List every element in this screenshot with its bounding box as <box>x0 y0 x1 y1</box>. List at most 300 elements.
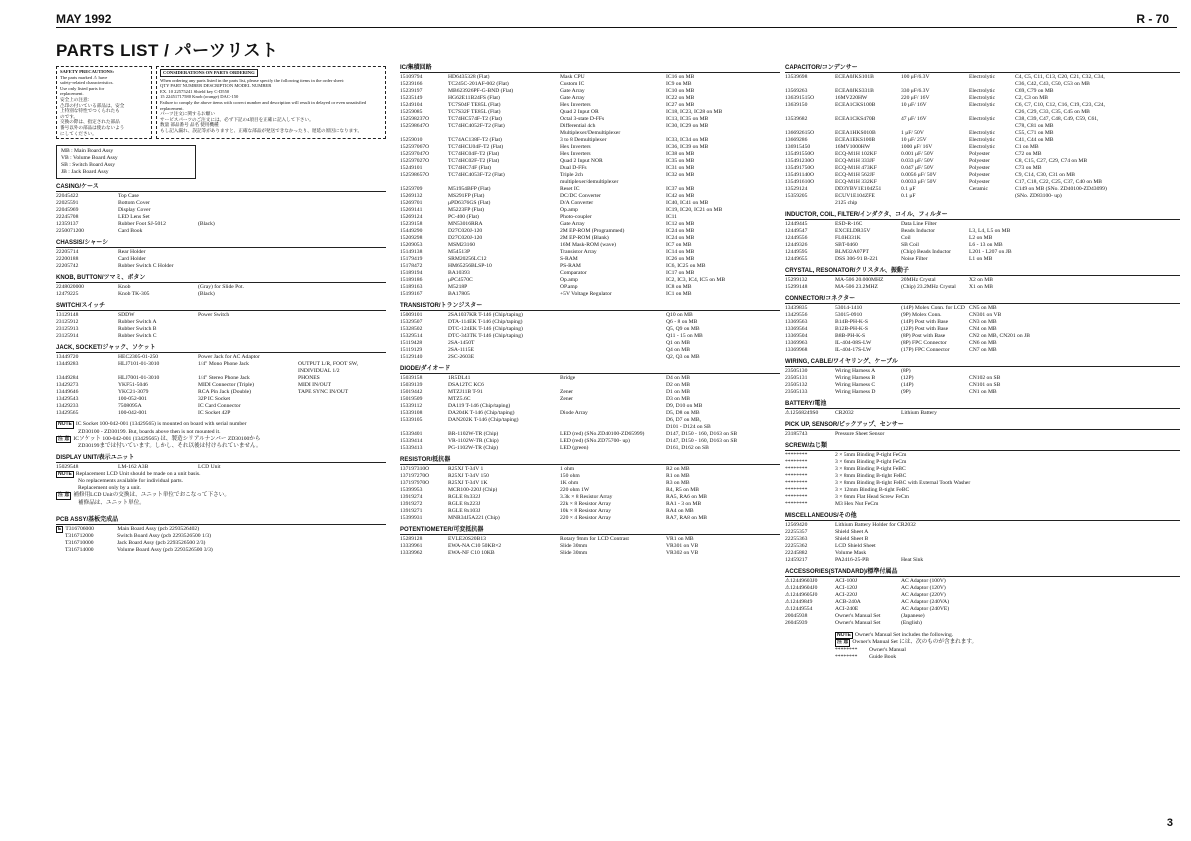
section-heading: DISPLAY UNIT/表示ユニット <box>56 455 386 463</box>
table-cell: 13429556 <box>785 312 808 318</box>
table-row <box>56 354 386 361</box>
table-cell: IC9 on MB <box>666 81 692 87</box>
table-cell: TC74HC74F (Flat) <box>448 165 492 171</box>
table-cell <box>198 207 298 214</box>
table-cell <box>969 599 1015 606</box>
table-cell: 100-052-001 <box>118 396 147 403</box>
table-cell: Wiring Harness A <box>835 368 876 374</box>
table-row <box>785 473 1180 480</box>
table-cell <box>785 109 835 116</box>
table-cell: 15259010 <box>400 137 423 143</box>
table-cell: Display Cover <box>118 207 151 214</box>
table-cell: Owner's Manual Set <box>835 620 881 626</box>
table-cell: L1 on MB <box>969 256 993 262</box>
table-cell: 15329507 <box>400 319 423 325</box>
table-cell: IC32 on MB <box>666 172 695 178</box>
table-cell <box>198 193 298 200</box>
table-cell: MNR34J5A221 (Chip) <box>448 515 500 521</box>
note-line: ZD30100 - ZD30199. But, boards above then is not mounted it. <box>78 428 221 435</box>
table-cell: 22045969 <box>56 207 79 214</box>
safety-line: ⚠印の付いている部品は、安全 <box>60 102 125 108</box>
table-cell: 15339414 <box>400 438 423 444</box>
table-cell: 13439835 <box>785 305 808 311</box>
table-cell: 3 × 8mm Binding B-tight FeBC with External Tooth Washer <box>835 480 971 486</box>
table-cell: AC Adaptor (240VA) <box>901 599 950 605</box>
table-cell: S-RAM <box>560 256 578 262</box>
table-cell: DAN202K T-146 (Chip/taping) <box>448 417 519 423</box>
table-cell: T316714000 <box>65 546 94 553</box>
table-cell <box>969 620 1015 627</box>
table-row <box>400 347 780 354</box>
table-row <box>785 494 1180 501</box>
table-cell: μPC4570C <box>448 277 473 283</box>
table-cell: BA10393 <box>448 270 470 276</box>
table-cell: IC2, IC3, IC4, IC5 on MB <box>666 277 726 283</box>
table-cell: CN4 on MB <box>969 326 997 332</box>
table-cell: ECEA1EKS100B <box>835 137 876 143</box>
table-cell <box>969 109 1015 116</box>
table-cell: Polyester <box>969 179 990 185</box>
table-cell <box>901 81 969 88</box>
column-middle <box>400 60 780 557</box>
table-cell <box>560 424 666 431</box>
table-cell <box>969 578 1015 585</box>
ordering-line: EX. 10 22575241 Shield key C-D550 <box>160 88 230 94</box>
table-cell: CN1 on MB <box>969 389 997 395</box>
table-cell: TC74HC04F-T2 (Flat) <box>448 151 500 157</box>
table-cell: 15209298 <box>400 235 423 241</box>
table-cell: IC22 on MB <box>666 95 695 101</box>
table-cell: PS-RAM <box>560 263 581 269</box>
table-row <box>56 249 386 256</box>
table-cell <box>901 501 969 508</box>
table-cell: 136915450 <box>785 144 811 150</box>
table-cell: BA17805 <box>448 291 470 297</box>
table-cell: Volume Board Assy (pcb 2293526500 3/3) <box>117 546 213 553</box>
table-cell: 13449284 <box>56 375 79 382</box>
table-cell: ******** <box>785 473 808 479</box>
table-cell: Electrolytic <box>969 130 996 136</box>
section-heading: ACCESSORIES(STANDARD)/標準付属品 <box>785 569 1180 577</box>
table-cell: 15239166 <box>400 81 423 87</box>
table-cell: (14P) <box>901 382 914 388</box>
note-text: IC Socket 100-042-001 (13429565) is mounted on board with serial number <box>75 421 247 428</box>
table-cell: 12459217 <box>785 557 808 563</box>
table-cell: 2SA-1450T <box>448 340 475 346</box>
table-cell: ******** <box>785 466 808 472</box>
header-model-code: R - 70 <box>1136 12 1169 26</box>
table-cell: Owner's Manual <box>869 646 906 653</box>
table-cell <box>198 256 298 263</box>
safety-precautions-box <box>56 66 152 139</box>
table-cell: CN102 on SB <box>969 375 1001 381</box>
table-cell: Q4 on MB <box>666 347 690 353</box>
table-cell: 15289128 <box>400 536 423 542</box>
table-cell: AC Adaptor (100V) <box>901 578 946 584</box>
table-cell: D147, D150 - 160, D163 on SB <box>666 431 738 437</box>
table-cell: 13529124 <box>785 186 808 192</box>
table-cell: 3.3k × 8 Resistor Array <box>560 494 613 500</box>
table-row <box>785 242 1180 249</box>
table-cell <box>298 354 386 361</box>
table-cell: 2M EP-ROM (Programmed) <box>560 228 625 234</box>
section-heading: CAPACITOR/コンデンサー <box>785 65 1180 73</box>
table-cell: 13539698 <box>785 74 808 80</box>
table-cell: PA2416-25-PB <box>835 557 869 563</box>
table-cell: 15029548 <box>56 463 79 470</box>
table-cell: ⚠12449849 <box>785 599 813 605</box>
table-row <box>56 547 386 554</box>
table-cell: 15299132 <box>785 277 808 283</box>
table-cell: 15239197 <box>400 88 423 94</box>
table-row <box>56 396 386 403</box>
table-cell: 12479225 <box>56 291 79 298</box>
table-cell: INDIVIDUAL 1/2 <box>298 368 340 375</box>
table-row <box>785 256 1180 263</box>
table-cell: OUTPUT L/R, FOOT SW, <box>298 361 359 368</box>
table-row <box>56 221 386 228</box>
section-heading: CRYSTAL, RESONATOR/クリスタル、振動子 <box>785 268 1180 276</box>
note-tag-jp: 注 意 <box>58 435 70 442</box>
table-cell: 7508095A <box>118 403 142 410</box>
table-cell: 0.001 μF/ 50V <box>901 151 934 157</box>
table-row <box>56 214 386 221</box>
table-cell: 15399953 <box>400 487 423 493</box>
table-cell: MA-506 23.2MHZ <box>835 284 878 290</box>
table-cell: Reset IC <box>560 186 580 192</box>
table-row <box>400 438 780 445</box>
table-cell: Electrolytic <box>969 102 996 108</box>
table-cell: Knob TK-305 <box>118 291 150 298</box>
note-text: Owner's Manual Set includes the following. <box>854 632 954 638</box>
table-cell: C149 on MB (SNo. ZD40100-ZD43099) <box>1015 186 1107 192</box>
table-cell: Electrolytic <box>969 116 996 122</box>
table-cell: EWA-NA C10 50KB×2 <box>448 543 502 549</box>
table-cell: ECQ-M1H 332KF <box>835 179 877 185</box>
spacer <box>56 533 65 540</box>
table-cell: 20MHz Crystal <box>901 277 936 283</box>
table-cell: C6, C7, C10, C12, C16, C19, C23, C24, <box>1015 102 1105 108</box>
table-cell <box>56 368 118 375</box>
table-row <box>400 74 780 81</box>
table-cell: IC14 on MB <box>666 249 695 255</box>
table-cell: 10k × 8 Resistor Array <box>560 508 612 514</box>
table-row <box>400 151 780 158</box>
table-cell <box>560 326 666 333</box>
table-cell: +5V Voltage Regulator <box>560 291 612 297</box>
table-cell: BLM32A07PT <box>835 249 869 255</box>
table-cell: (12P) <box>901 375 914 381</box>
table-cell: 3 × 12mm Binding B-tight FeBC <box>835 487 910 493</box>
table-row <box>400 214 780 221</box>
column-left <box>56 66 386 554</box>
table-cell: IC12 on MB <box>666 221 695 227</box>
table-row <box>400 508 780 515</box>
table-cell: IC31 on MB <box>666 165 695 171</box>
table-cell: ******** <box>785 459 808 465</box>
table-cell: Q2, Q3 on MB <box>666 354 700 360</box>
table-cell: YKF51-5046 <box>118 382 148 389</box>
table-cell <box>901 550 969 557</box>
table-cell: (8P) <box>901 368 911 374</box>
table-cell: 15189163 <box>400 284 423 290</box>
table-cell: 15109794 <box>400 74 423 80</box>
note-tag-jp: 注 意 <box>837 639 849 646</box>
table-cell: 15209053 <box>400 242 423 248</box>
table-row <box>400 137 780 144</box>
table-cell: 22205714 <box>56 249 79 256</box>
table-cell: 3 × 8mm Binding P-tight FeBC <box>835 466 906 472</box>
table-cell: 16MV220HW <box>835 95 868 101</box>
table-cell: 0.0056 μF/ 50V <box>901 172 937 178</box>
table-cell: Rubber Foot SJ-5012 <box>118 221 166 228</box>
table-cell: (17P) FPC Connector <box>901 347 950 353</box>
section-heading: PICK UP, SENSOR/ピックアップ、センサー <box>785 422 1180 430</box>
table-row <box>400 487 780 494</box>
table-cell: B14B-PH-K-S <box>835 319 868 325</box>
table-row <box>785 221 1180 228</box>
table-cell: C73 on MB <box>1015 165 1042 171</box>
table-row <box>400 102 780 109</box>
table-cell: D1 on MB <box>666 389 690 395</box>
table-cell: IC18, IC23, IC28 on MB <box>666 109 723 115</box>
table-cell: 15259085 <box>400 109 423 115</box>
header-date: MAY 1992 <box>56 12 112 26</box>
table-cell: 330 μF/6.3V <box>901 88 930 94</box>
table-cell: Polyester <box>969 158 990 164</box>
table-cell: 13369963 <box>785 340 808 346</box>
table-cell: RGLE 8x223J <box>448 501 481 507</box>
table-row <box>785 375 1180 382</box>
table-cell: 12449547 <box>785 228 808 234</box>
safety-heading: SAFETY PRECAUTIONS: <box>60 69 115 74</box>
table-cell <box>448 424 560 431</box>
table-cell: Electrolytic <box>969 74 996 80</box>
table-cell: ******** <box>785 480 808 486</box>
table-cell: Shield Sheet A <box>835 529 869 535</box>
table-cell: 3 × 6mm Binding P-tight FeCm <box>835 459 907 465</box>
table-cell: 135491230O <box>785 158 815 164</box>
table-row <box>785 95 1180 102</box>
table-cell: D4 on MB <box>666 375 690 381</box>
table-cell: MTZJ11B T-91 <box>448 389 483 395</box>
table-row <box>400 501 780 508</box>
table-cell: 2SA-1115E <box>448 347 474 353</box>
table-cell: 13369563 <box>785 319 808 325</box>
table-cell <box>198 326 298 333</box>
table-cell: B8B-PH-K-S <box>835 333 866 339</box>
table-cell: LCD Unit <box>198 463 221 470</box>
table-cell <box>785 200 835 207</box>
table-cell <box>901 543 969 550</box>
note-text: Replacement LCD Unit should be made on a unit basis. <box>75 470 201 477</box>
ordering-heading: CONSIDERATIONS ON PARTS ORDERING <box>160 69 258 77</box>
table-cell: (Gray) for Slide Pot. <box>198 284 244 291</box>
table-row <box>785 158 1180 165</box>
table-row <box>400 200 780 207</box>
table-cell: 12449445 <box>785 221 808 227</box>
table-cell: ******** <box>785 452 808 458</box>
table-cell: Hex Inverters <box>560 102 591 108</box>
section-heading: CASING/ケース <box>56 184 386 192</box>
table-cell: IC11 <box>666 214 677 220</box>
parts-ordering-box <box>156 66 386 139</box>
table-cell: 2M EP-ROM (Blank) <box>560 235 609 241</box>
table-cell: 23125912 <box>56 319 79 326</box>
table-row <box>400 235 780 242</box>
table-row <box>400 277 780 284</box>
table-row <box>400 123 780 130</box>
table-cell: DA119 T-146 (Chip/taping) <box>448 403 511 409</box>
table-cell: Lithium Battery <box>901 410 937 416</box>
table-cell: Rubber Switch C Holder <box>118 263 174 270</box>
table-row <box>56 464 386 471</box>
table-cell: Power Switch <box>198 312 230 319</box>
note-text-jp: Owner's Manual Set には、次のものが含まれます。 <box>852 639 978 646</box>
table-row <box>785 459 1180 466</box>
table-row <box>785 144 1180 151</box>
table-cell: Multiplexer/Demultiplexer <box>560 130 621 136</box>
table-cell <box>118 368 198 375</box>
table-cell: 15119428 <box>400 340 423 346</box>
table-cell: C26, C29, C33, C35, C45 on MB <box>1015 109 1090 115</box>
table-cell <box>298 410 386 417</box>
table-cell: 2125 chip <box>835 200 858 206</box>
safety-line: Use only listed parts for <box>60 85 105 91</box>
table-row <box>56 333 386 340</box>
table-cell: Comparator <box>560 270 587 276</box>
table-cell: SRM20256LC12 <box>448 256 487 262</box>
table-cell: PG-1102W-TR (Chip) <box>448 445 498 451</box>
table-cell: 15019509 <box>400 396 423 402</box>
table-row <box>785 522 1180 529</box>
table-row <box>400 403 780 410</box>
table-cell <box>969 543 1015 550</box>
table-cell: CN6 on MB <box>969 340 997 346</box>
table-cell: DC/DC Converter <box>560 193 601 199</box>
table-cell: PHONES <box>298 375 320 382</box>
board-key-box <box>56 145 196 179</box>
table-cell <box>901 487 969 494</box>
ordering-line: QTY PART NUMBER DESCRIPTION MODEL NUMBER <box>160 83 272 89</box>
table-cell: 15269141 <box>400 207 423 213</box>
table-cell: 1 ohm <box>560 466 575 472</box>
table-cell: HG62E11B24FS (Flat) <box>448 95 500 101</box>
table-cell: ACB-240A <box>835 599 861 605</box>
table-cell: RGLE 8x332J <box>448 494 481 500</box>
table-row <box>400 473 780 480</box>
table-row <box>400 445 780 452</box>
table-row <box>400 396 780 403</box>
table-cell: 22025591 <box>56 200 79 207</box>
table-cell: 16MV1000HW <box>835 144 871 150</box>
table-row <box>785 599 1180 606</box>
note-line: Replacement only by a unit. <box>78 485 141 492</box>
table-row <box>785 235 1180 242</box>
table-row <box>785 487 1180 494</box>
table-cell: 13919271 <box>400 508 423 514</box>
note-line: 補修品は、ユニット単位。 <box>78 499 145 506</box>
table-row <box>400 179 780 186</box>
table-cell: 13369968 <box>785 347 808 353</box>
table-cell: LED (red) (SNo.ZD40100-ZD65999) <box>560 431 645 437</box>
table-cell: Coil <box>901 235 911 241</box>
table-cell: Top Case <box>118 193 139 200</box>
table-row <box>785 620 1180 627</box>
table-row <box>785 536 1180 543</box>
table-cell: L201 - L207 on JB <box>969 249 1012 255</box>
table-cell: IC Socket 42P <box>198 410 231 417</box>
table-cell: TC245C-201AF-002 (Flat) <box>448 81 509 87</box>
table-cell: X2 on MB <box>969 277 993 283</box>
table-cell: TAPE SYNC IN/OUT <box>298 389 349 396</box>
table-cell: 2250071200 <box>56 228 84 235</box>
table-cell: Gate Array <box>560 95 585 101</box>
table-cell: 220 ohm 1W <box>560 487 590 493</box>
table-cell: 15269701 <box>400 200 423 206</box>
table-row <box>400 284 780 291</box>
table-cell: D9, D10 on MB <box>666 403 703 409</box>
table-row <box>400 424 780 431</box>
table-cell: D2 on MB <box>666 382 690 388</box>
table-cell: C17, C18, C22, C25, C37, C40 on MB <box>1015 179 1103 185</box>
table-cell: ECUV1E104ZFE <box>835 193 875 199</box>
table-cell: T316710000 <box>65 539 94 546</box>
table-cell: 1/4" Stereo Phone Jack <box>198 375 250 382</box>
table-row <box>400 410 780 417</box>
table-cell: RA7, RA8 on MB <box>666 515 708 521</box>
note-line <box>56 492 386 499</box>
table-cell <box>969 480 1015 487</box>
table-cell: 15269124 <box>400 214 423 220</box>
table-cell: IC40, IC41 on MB <box>666 200 709 206</box>
table-row <box>400 480 780 487</box>
page-number: 3 <box>1166 817 1173 829</box>
table-cell: 23505131 <box>785 375 808 381</box>
table-cell: IC Card Connector <box>198 403 241 410</box>
table-cell: 137197270O <box>400 473 430 479</box>
table-cell: 1000 μF/ 16V <box>901 144 933 150</box>
table-cell: 23505133 <box>785 389 808 395</box>
section-heading: TRANSISTOR/トランジスター <box>400 303 780 311</box>
table-row <box>56 361 386 368</box>
table-cell: EWA-NF C10 10KB <box>448 550 495 556</box>
table-cell: ECEA1CKS100B <box>835 102 876 108</box>
table-cell: RA4 on MB <box>666 508 694 514</box>
table-cell: ⚠12449603J0 <box>785 578 818 584</box>
table-cell: CN5 on MB <box>969 305 997 311</box>
table-cell: 23125914 <box>56 333 79 340</box>
table-cell: Bridge <box>560 375 576 381</box>
table-cell: Card Holder <box>118 256 146 263</box>
table-cell: 12359137 <box>56 221 79 228</box>
table-cell: VR302 on VB <box>666 550 699 556</box>
table-row <box>785 326 1180 333</box>
table-cell: MA-506 20.000MHZ <box>835 277 884 283</box>
table-cell: SB Coil <box>901 242 919 248</box>
table-row <box>785 137 1180 144</box>
table-cell: 136692615O <box>785 130 815 136</box>
table-cell: Shield Sheet B <box>835 536 869 542</box>
table-cell <box>198 333 298 340</box>
table-cell: AC Adaptor (240VE) <box>901 606 950 612</box>
table-cell <box>560 382 666 389</box>
table-cell: Op.amp <box>560 277 578 283</box>
table-cell: 53015-0910 <box>835 312 863 318</box>
table-cell <box>969 536 1015 543</box>
table-row <box>785 88 1180 95</box>
table-cell: Ceramic <box>969 186 988 192</box>
